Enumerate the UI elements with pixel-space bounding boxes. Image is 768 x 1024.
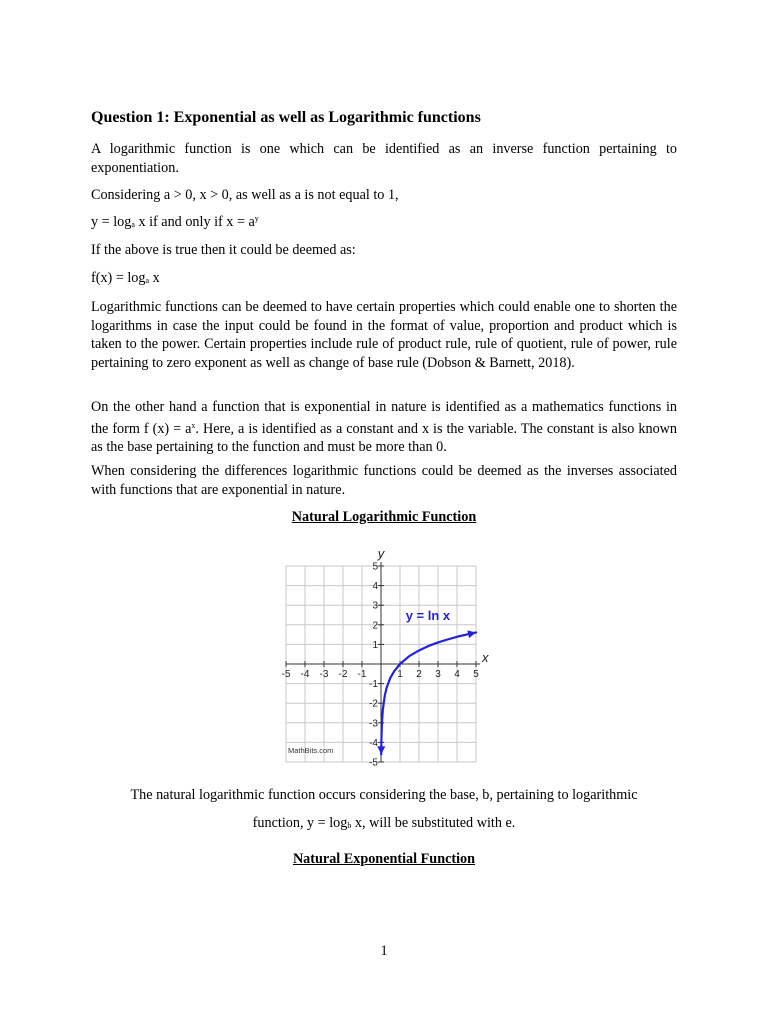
exp-text-b: . Here, a is identified as a constant and x is the variable. The constant is also known as the base pertaining to the function and must be more than 0.: [91, 420, 677, 455]
natural-log-heading: Natural Logarithmic Function: [291, 509, 477, 525]
natural-exp-heading: Natural Exponential Function: [292, 851, 476, 867]
def-sup-y: y: [254, 214, 259, 223]
condition-line: Considering a > 0, x > 0, as well as a is not equal to 1,: [91, 187, 399, 203]
caption-pre: function, y = log: [252, 815, 348, 831]
curve-arrow-right: [467, 630, 476, 638]
x-tick-label: 2: [416, 669, 422, 680]
page-number: 1: [380, 943, 388, 959]
question-title: Question 1: Exponential as well as Logarithmic functions: [91, 109, 481, 126]
differences-paragraph: When considering the differences logarithmic functions could be deemed as the inverses associated with functions that are exponential in nature.: [91, 463, 677, 498]
curve-arrow-down: [377, 746, 385, 754]
exp-sup-x: x: [191, 420, 196, 430]
def-y-eq: y = log: [91, 214, 132, 230]
y-tick-label: 1: [372, 639, 378, 651]
fx-sub: a: [145, 276, 150, 285]
log-definition: [91, 214, 259, 231]
deemed-line: If the above is true then it could be deemed as:: [91, 242, 356, 258]
caption-post: x, will be substituted with e.: [351, 815, 516, 831]
x-tick-label: -1: [357, 669, 367, 680]
x-tick-label: -2: [338, 669, 348, 680]
y-tick-label: -5: [369, 757, 378, 769]
x-tick-label: -5: [281, 669, 291, 680]
x-tick-label: 1: [397, 669, 403, 680]
caption-sub: b: [347, 821, 352, 830]
fx-line: [91, 270, 160, 287]
y-tick-label: 5: [372, 561, 378, 573]
ln-curve: [381, 632, 476, 754]
x-tick-label: -3: [319, 669, 329, 680]
y-tick-label: 3: [372, 600, 378, 612]
fx-post: x: [149, 270, 160, 286]
y-tick-label: -2: [369, 698, 378, 710]
credit-text: MathBits.com: [288, 746, 334, 755]
y-tick-label: 4: [372, 581, 378, 593]
y-axis-label: y: [377, 546, 385, 561]
x-tick-label: -4: [300, 669, 310, 680]
y-tick-label: -1: [369, 679, 378, 691]
exponential-paragraph: [91, 398, 677, 457]
intro-paragraph: A logarithmic function is one which can be identified as an inverse function pertaining to exponentiation.: [91, 141, 677, 176]
x-tick-label: 5: [473, 669, 479, 680]
y-tick-label: -4: [369, 737, 378, 749]
fx-pre: f(x) = log: [91, 270, 146, 286]
natural-log-chart: [270, 538, 500, 770]
x-tick-label: 3: [435, 669, 441, 680]
x-axis-label: x: [482, 650, 489, 665]
def-iff: x if and only if x = a: [134, 214, 255, 230]
caption-line-2: [0, 815, 768, 832]
y-tick-label: 2: [372, 620, 378, 632]
def-sub-a: a: [131, 220, 135, 229]
x-tick-label: 4: [454, 669, 460, 680]
exp-text-a: On the other hand a function that is exponential in nature is identified as a mathematics functions in the form f (x) = a: [91, 399, 677, 437]
caption-line-1: The natural logarithmic function occurs considering the base, b, pertaining to logarithmic: [130, 787, 638, 803]
series-label: y = ln x: [405, 607, 451, 623]
y-tick-label: -3: [369, 718, 378, 730]
properties-paragraph: Logarithmic functions can be deemed to have certain properties which could enable one to shorten the logarithms in case the input could be found in the format of value, proportion and product which is taken to the power. Certain properties include rule of product rule, rule of quotient, rule of power, rule pertaining to zero exponent as well as change of base rule (Dobson & Barnett, 2018).: [91, 299, 677, 371]
